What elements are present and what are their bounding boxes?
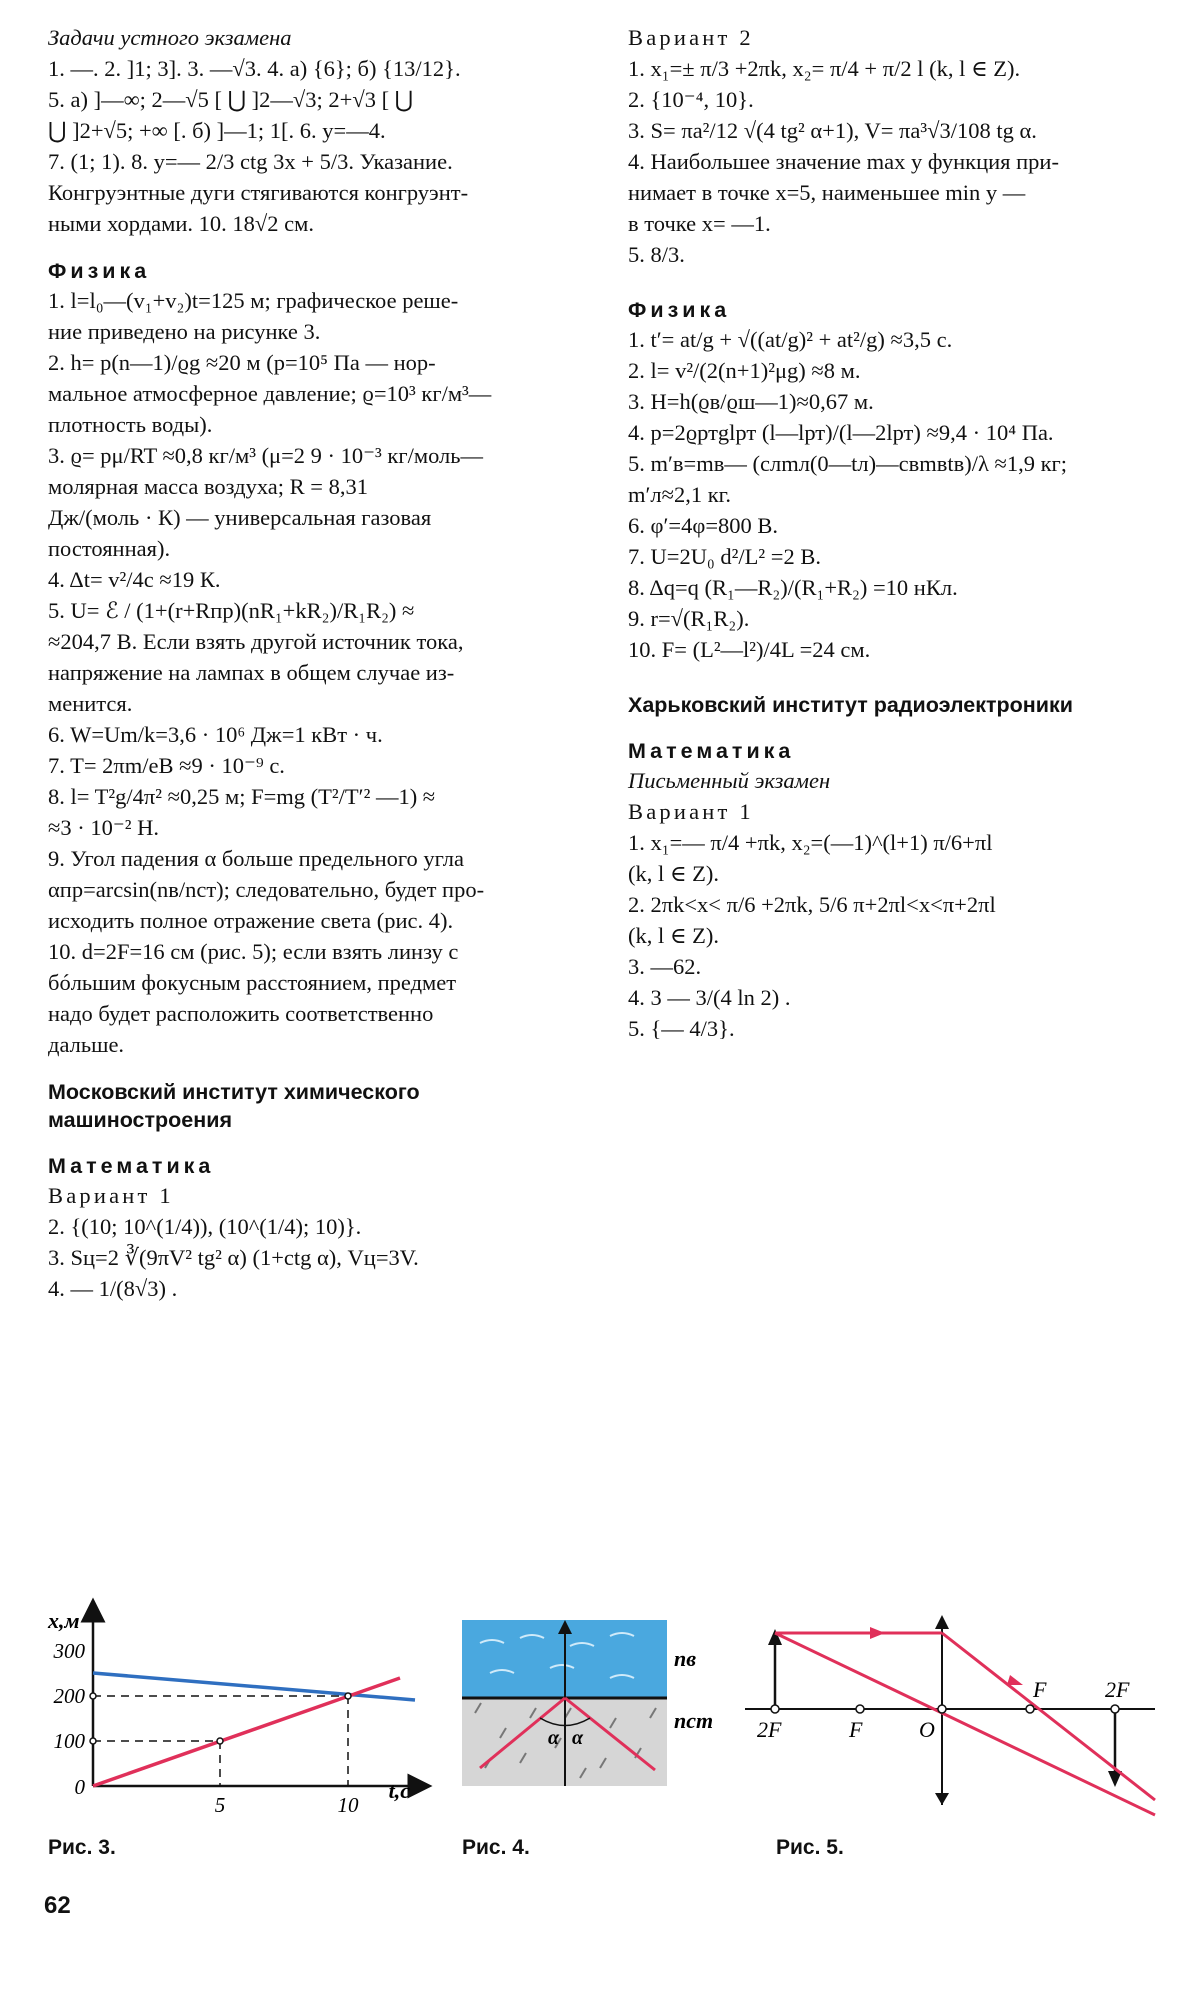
figure-5-diagram bbox=[745, 1605, 1165, 1805]
physics-answer-line: 6. φ′=4φ=800 В. bbox=[628, 513, 779, 538]
figure-5-caption: Рис. 5. bbox=[776, 1836, 844, 1859]
right-column bbox=[628, 22, 1166, 1044]
math-answer-line: 4. — 1/(8√3) . bbox=[48, 1276, 178, 1301]
oral-exam-header: Задачи устного экзамена bbox=[48, 25, 292, 50]
ray-refracted bbox=[942, 1633, 1155, 1800]
math-answer-line: 5. {— 4/3}. bbox=[628, 1016, 735, 1041]
oral-answer-line: ными хордами. 10. 18√2 см. bbox=[48, 211, 314, 236]
lens-label: F bbox=[849, 1717, 863, 1742]
red-line bbox=[93, 1678, 400, 1786]
math-answer-line: 1. x₁=— π/4 +πk, x₂=(—1)^(l+1) π/6+πl bbox=[628, 830, 993, 855]
physics-answer-line: ≈3 · 10⁻² Н. bbox=[48, 815, 159, 840]
physics-answer-line: 10. d=2F=16 см (рис. 5); если взять линзу с bbox=[48, 939, 459, 964]
physics-answer-line: Дж/(моль · К) — универсальная газовая bbox=[48, 505, 432, 530]
physics-answer-line: 8. l= T²g/4π² ≈0,25 м; F=mg (T²/T′² —1) ≈ bbox=[48, 784, 436, 809]
physics-answer-line: молярная масса воздуха; R = 8,31 bbox=[48, 474, 368, 499]
physics-answer-line: ние приведено на рисунке 3. bbox=[48, 319, 321, 344]
physics-answer-line: 7. T= 2πm/eB ≈9 · 10⁻⁹ с. bbox=[48, 753, 285, 778]
physics-answer-line: 1. t′= at/g + √((at/g)² + at²/g) ≈3,5 с. bbox=[628, 327, 953, 352]
math-answer-line: (k, l ∈ Z). bbox=[628, 923, 720, 948]
page-number: 62 bbox=[44, 1892, 71, 1919]
physics-answer-line: 5. U= ℰ / (1+(r+Rпр)(nR₁+kR₂)/R₁R₂) ≈ bbox=[48, 598, 415, 623]
answer-line: 5. 8/3. bbox=[628, 242, 685, 267]
figure-4-caption: Рис. 4. bbox=[462, 1836, 530, 1859]
answer-line: нимает в точке x=5, наименьшее min y — bbox=[628, 180, 1026, 205]
lens-label: 2F bbox=[757, 1717, 782, 1742]
y-tick: 200 bbox=[53, 1684, 85, 1708]
physics-answer-line: дальше. bbox=[48, 1032, 125, 1057]
physics-answer-line: 5. m′в=mв— (cлmл(0—tл)—cвmвtв)/λ ≈1,9 кг; bbox=[628, 451, 1068, 476]
angle-label: α bbox=[572, 1727, 584, 1749]
physics-answer-line: 9. Угол падения α больше предельного угла bbox=[48, 846, 464, 871]
physics-answer-line: 6. W=Um/k=3,6 · 10⁶ Дж=1 кВт · ч. bbox=[48, 722, 383, 747]
answer-line: 1. x₁=± π/3 +2πk, x₂= π/4 + π/2 l (k, l ∈ Z). bbox=[628, 56, 1021, 81]
lens-label: F bbox=[1033, 1677, 1047, 1702]
physics-answer-line: 4. Δt= v²/4c ≈19 К. bbox=[48, 567, 221, 592]
answer-line: в точке x= —1. bbox=[628, 211, 771, 236]
y-axis-label: x,м bbox=[48, 1608, 80, 1633]
oral-answer-line: ⋃ ]2+√5; +∞ [. б) ]—1; 1[. 6. y=—4. bbox=[48, 118, 386, 143]
physics-answer-line: менится. bbox=[48, 691, 133, 716]
math-answer-line: 3. —62. bbox=[628, 954, 702, 979]
x-axis-label: t,c bbox=[388, 1778, 410, 1803]
physics-heading: Физика bbox=[48, 259, 151, 283]
y-tick: 300 bbox=[53, 1639, 85, 1663]
variant-heading: Вариант 1 bbox=[48, 1183, 174, 1208]
math-answer-line: 2. {(10; 10^(1/4)), (10^(1/4); 10)}. bbox=[48, 1214, 362, 1239]
ray-central bbox=[775, 1633, 1155, 1815]
physics-answer-line: 3. H=h(ϱв/ϱш—1)≈0,67 м. bbox=[628, 389, 874, 414]
physics-answer-line: 9. r=√(R₁R₂). bbox=[628, 606, 750, 631]
physics-answer-line: αпр=arcsin(nв/nст); следовательно, будет про- bbox=[48, 877, 485, 902]
physics-answer-line: мальное атмосферное давление; ϱ=10³ кг/м³— bbox=[48, 381, 492, 406]
math-heading: Математика bbox=[628, 739, 795, 763]
lens-label: 2F bbox=[1105, 1677, 1130, 1702]
y-tick: 100 bbox=[53, 1729, 85, 1753]
physics-answer-line: 3. ϱ= pμ/RT ≈0,8 кг/м³ (μ=2 9 · 10⁻³ кг/моль— bbox=[48, 443, 484, 468]
math-answer-line: 3. Sц=2 ∛(9πV² tg² α) (1+ctg α), Vц=3V. bbox=[48, 1245, 419, 1270]
physics-answer-line: 10. F= (L²—l²)/4L =24 см. bbox=[628, 637, 871, 662]
physics-answer-line: исходить полное отражение света (рис. 4). bbox=[48, 908, 454, 933]
physics-answer-line: 8. Δq=q (R₁—R₂)/(R₁+R₂) =10 нКл. bbox=[628, 575, 958, 600]
figure-4-diagram bbox=[460, 1618, 730, 1788]
oral-answer-line: 7. (1; 1). 8. y=— 2/3 ctg 3x + 5/3. Указание. bbox=[48, 149, 453, 174]
answer-line: 2. {10⁻⁴, 10}. bbox=[628, 87, 754, 112]
variant-heading: Вариант 1 bbox=[628, 799, 754, 824]
physics-answer-line: m′л≈2,1 кг. bbox=[628, 482, 731, 507]
angle-label: α bbox=[548, 1727, 560, 1749]
math-answer-line: 4. 3 — 3/(4 ln 2) . bbox=[628, 985, 791, 1010]
lens-label: O bbox=[919, 1717, 935, 1742]
institute-heading: Харьковский институт радиоэлектроники bbox=[628, 693, 1073, 717]
left-column bbox=[48, 22, 586, 1304]
physics-answer-line: надо будет расположить соответственно bbox=[48, 1001, 434, 1026]
math-heading: Математика bbox=[48, 1154, 215, 1178]
figure-3 bbox=[30, 1600, 440, 1817]
math-answer-line: (k, l ∈ Z). bbox=[628, 861, 720, 886]
variant-heading: Вариант 2 bbox=[628, 25, 754, 50]
figure-4 bbox=[460, 1618, 730, 1788]
physics-answer-line: постоянная). bbox=[48, 536, 171, 561]
y-tick: 0 bbox=[74, 1775, 85, 1799]
oral-answer-line: Конгруэнтные дуги стягиваются конгруэнт- bbox=[48, 180, 469, 205]
physics-answer-line: бóльшим фокусным расстоянием, предмет bbox=[48, 970, 457, 995]
institute-heading: Московский институт химического машиностроения bbox=[48, 1080, 420, 1132]
physics-answer-line: ≈204,7 В. Если взять другой источник тока, bbox=[48, 629, 464, 654]
n-glass-label: nст bbox=[674, 1708, 714, 1733]
oral-answer-line: 5. а) ]—∞; 2—√5 [ ⋃ ]2—√3; 2+√3 [ ⋃ bbox=[48, 87, 414, 112]
answer-line: 3. S= πa²/12 √(4 tg² α+1), V= πa³√3/108 tg α. bbox=[628, 118, 1037, 143]
physics-heading: Физика bbox=[628, 298, 731, 322]
physics-answer-line: напряжение на лампах в общем случае из- bbox=[48, 660, 455, 685]
figure-3-caption: Рис. 3. bbox=[48, 1836, 116, 1859]
physics-answer-line: 4. p=2ϱртglрт (l—lрт)/(l—2lрт) ≈9,4 · 10⁴ Па. bbox=[628, 420, 1054, 445]
physics-answer-line: 7. U=2U₀ d²/L² =2 В. bbox=[628, 544, 821, 569]
x-tick: 10 bbox=[337, 1793, 359, 1817]
oral-answer-line: 1. —. 2. ]1; 3]. 3. —√3. 4. а) {6}; б) {13/12}. bbox=[48, 56, 461, 81]
physics-answer-line: 1. l=l₀—(v₁+v₂)t=125 м; графическое реше- bbox=[48, 288, 459, 313]
figure-5 bbox=[745, 1605, 1165, 1805]
physics-answer-line: 2. l= v²/(2(n+1)²μg) ≈8 м. bbox=[628, 358, 861, 383]
math-answer-line: 2. 2πk<x< π/6 +2πk, 5/6 π+2πl<x<π+2πl bbox=[628, 892, 996, 917]
x-tick: 5 bbox=[214, 1793, 226, 1817]
exam-heading: Письменный экзамен bbox=[628, 768, 831, 793]
figure-3-graph bbox=[30, 1600, 440, 1817]
physics-answer-line: 2. h= p(n—1)/ϱg ≈20 м (p=10⁵ Па — нор- bbox=[48, 350, 436, 375]
physics-answer-line: плотность воды). bbox=[48, 412, 213, 437]
n-water-label: nв bbox=[674, 1646, 697, 1671]
answer-line: 4. Наибольшее значение max y функция при- bbox=[628, 149, 1059, 174]
